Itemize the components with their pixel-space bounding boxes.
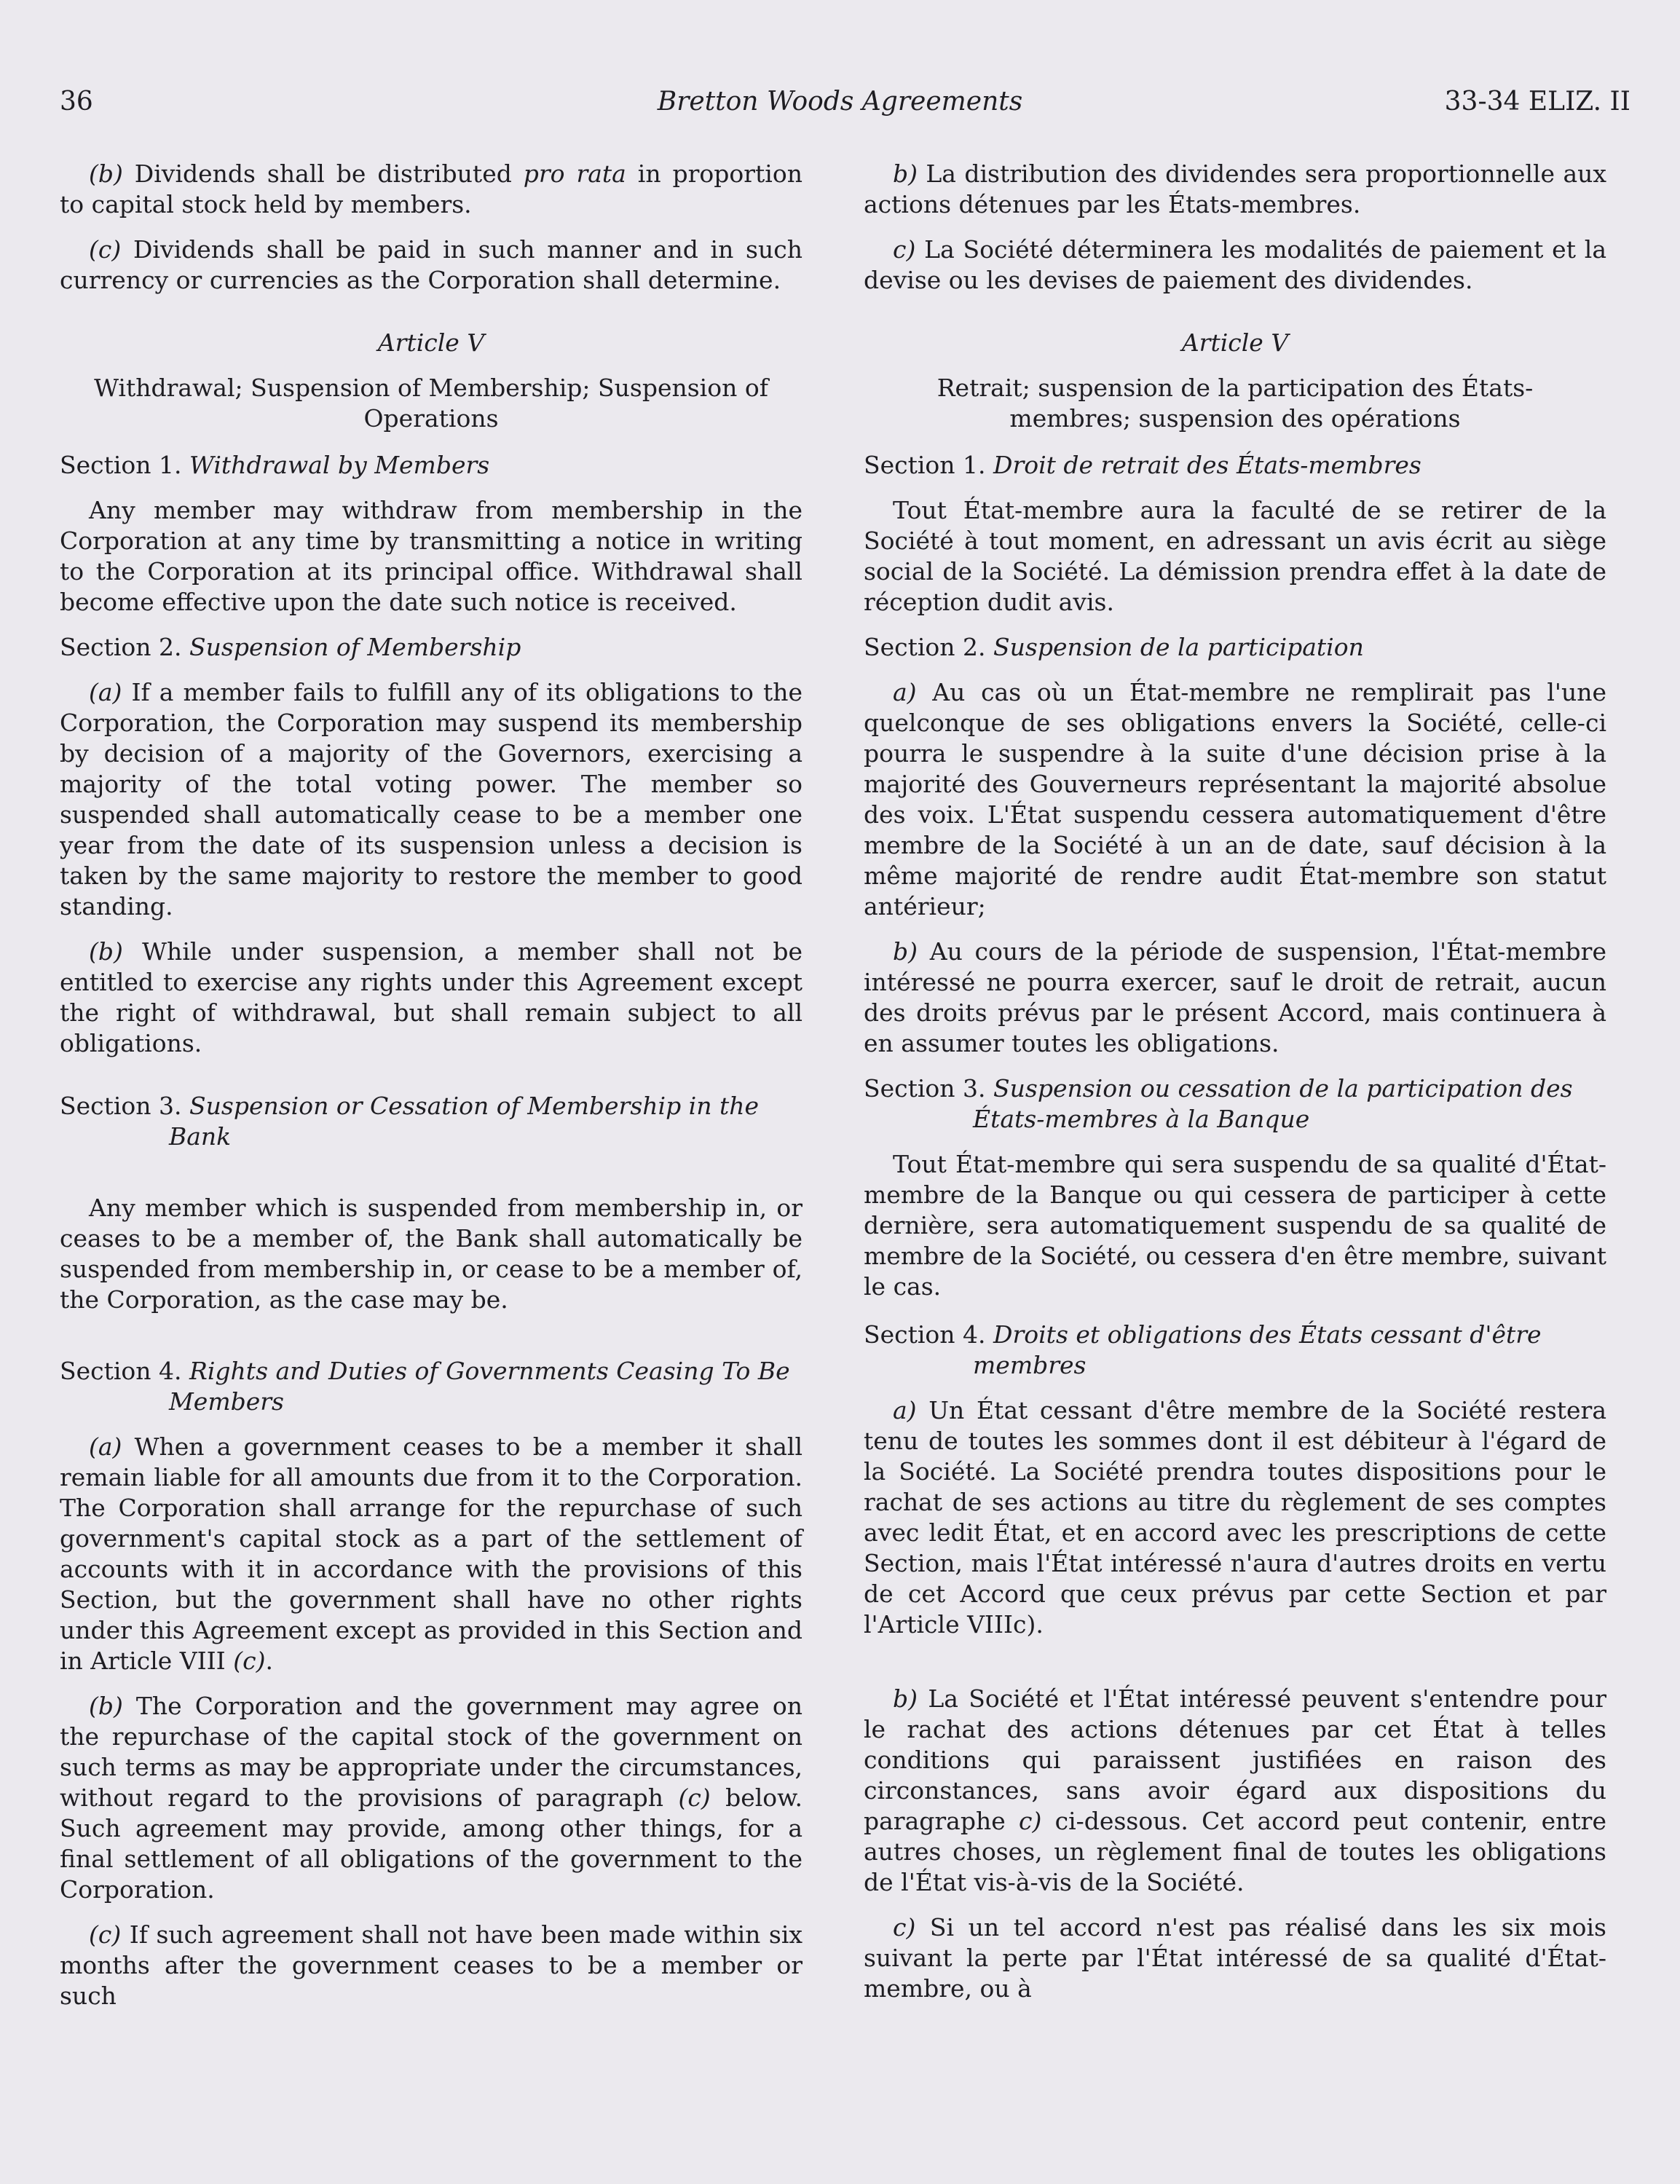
en-section-2-a: (a) If a member fails to fulfill any of its obligations to the Corporation, the Corporation may suspend its membership by decision of a majority of the Governors, exercising a majority of the total voting power. The member so suspended shall automatically cease to be a member one year from the date of its suspension unless a decision is taken by the same majority to restore the member to good standing. xyxy=(60,678,802,920)
fr-section-1-heading: Section 1. Droit de retrait des États-membres xyxy=(864,451,1421,479)
en-section-4-c: (c) If such agreement shall not have been made within six months after the government ceases to be a member or such xyxy=(60,1920,802,2010)
en-section-4-heading: Section 4. Rights and Duties of Governments Ceasing To Be Members xyxy=(60,1357,790,1416)
fr-section-2-heading: Section 2. Suspension de la participation xyxy=(864,633,1364,661)
en-section-4-b: (b) The Corporation and the government may agree on the repurchase of the capital stock of the government on such terms as may be appropriate under the circumstances, without regard to the provisions of paragraph (c) below. Such agreement may provide, among other things, for a final settlement of all obligations of the government to the Corporation. xyxy=(60,1692,802,1904)
fr-article-subtitle: Retrait; suspension de la participation des États-membres; suspension des opérations xyxy=(936,374,1534,433)
fr-section-4-heading: Section 4. Droits et obligations des États cessant d'être membres xyxy=(864,1320,1542,1379)
fr-section-4-a: a) Un État cessant d'être membre de la Société restera tenu de toutes les sommes dont il est débiteur à l'égard de la Société. La Société prendra toutes dispositions pour le rachat de ses actions au titre du règlement de ses comptes avec ledit État, et en accord avec les prescriptions de cette Section, mais l'État intéressé n'aura d'autres droits en vertu de cet Accord que ceux prévus par cette Section et par l'Article VIIIc). xyxy=(864,1396,1606,1639)
fr-section-4-c: c) Si un tel accord n'est pas réalisé dans les six mois suivant la perte par l'État intéressé de sa qualité d'État-membre, ou à xyxy=(864,1913,1606,2003)
french-column xyxy=(864,159,1606,2004)
fr-dividendes-c: c) La Société déterminera les modalités de paiement et la devise ou les devises de paiement des dividendes. xyxy=(864,235,1606,294)
en-section-2-heading: Section 2. Suspension of Membership xyxy=(60,633,521,661)
en-section-1-text: Any member may withdraw from membership in the Corporation at any time by transmitting a notice in writing to the Corporation at its principal office. Withdrawal shall become effective upon the date such notice is received. xyxy=(60,496,802,616)
regnal-year: 33-34 ELIZ. II xyxy=(1444,87,1630,117)
fr-section-1-text: Tout État-membre aura la faculté de se retirer de la Société à tout moment, en adressant un avis écrit au siège social de la Société. La démission prendra effet à la date de réception dudit avis. xyxy=(864,496,1606,616)
fr-section-2-a: a) Au cas où un État-membre ne remplirait pas l'une quelconque de ses obligations envers la Société, celle-ci pourra le suspendre à la suite d'une décision prise à la majorité des Gouverneurs représentant la majorité absolue des voix. L'État suspendu cessera automatiquement d'être membre de la Société à un an de date, sauf décision à la même majorité de rendre audit État-membre son statut antérieur; xyxy=(864,678,1606,920)
en-section-1-heading: Section 1. Withdrawal by Members xyxy=(60,451,490,479)
en-section-3-heading: Section 3. Suspension or Cessation of Membership in the Bank xyxy=(60,1092,760,1151)
en-section-3-text: Any member which is suspended from membership in, or ceases to be a member of, the Bank shall automatically be suspended from membership in, or cease to be a member of, the Corporation, as the case may be. xyxy=(60,1194,802,1314)
fr-section-3-heading: Section 3. Suspension ou cessation de la participation des États-membres à la Banque xyxy=(864,1074,1573,1133)
page-number: 36 xyxy=(60,87,93,117)
running-title: Bretton Woods Agreements xyxy=(657,87,1023,117)
english-column xyxy=(60,159,802,2011)
fr-section-3-text: Tout État-membre qui sera suspendu de sa qualité d'État-membre de la Banque ou qui cessera de participer à cette dernière, sera automatiquement suspendu de sa qualité de membre de la Société, ou cessera d'en être membre, suivant le cas. xyxy=(864,1150,1606,1301)
fr-article-title: Article V xyxy=(1181,328,1289,357)
fr-dividendes-b: b) La distribution des dividendes sera proportionnelle aux actions détenues par les États-membres. xyxy=(864,159,1606,218)
en-article-subtitle: Withdrawal; Suspension of Membership; Suspension of Operations xyxy=(94,374,768,433)
fr-section-2-b: b) Au cours de la période de suspension, l'État-membre intéressé ne pourra exercer, sauf le droit de retrait, aucun des droits prévus par le présent Accord, mais continuera à en assumer toutes les obligations. xyxy=(864,937,1606,1057)
en-article-title: Article V xyxy=(377,328,485,357)
fr-section-4-b: b) La Société et l'État intéressé peuvent s'entendre pour le rachat des actions détenues par cet État à telles conditions qui paraissent justifiées en raison des circonstances, sans avoir égard aux dispositions du paragraphe c) ci-dessous. Cet accord peut contenir, entre autres choses, un règlement final de toutes les obligations de l'État vis-à-vis de la Société. xyxy=(864,1684,1606,1896)
en-section-4-a: (a) When a government ceases to be a member it shall remain liable for all amounts due from it to the Corporation. The Corporation shall arrange for the repurchase of such government's capital stock as a part of the settlement of accounts with it in accordance with the provisions of this Section, but the government shall have no other rights under this Agreement except as provided in this Section and in Article VIII (c). xyxy=(60,1432,802,1675)
en-dividends-b: (b) Dividends shall be distributed pro rata in proportion to capital stock held by members. xyxy=(60,159,802,218)
en-section-2-b: (b) While under suspension, a member shall not be entitled to exercise any rights under this Agreement except the right of withdrawal, but shall remain subject to all obligations. xyxy=(60,937,803,1057)
en-dividends-c: (c) Dividends shall be paid in such manner and in such currency or currencies as the Corporation shall determine. xyxy=(60,235,802,294)
